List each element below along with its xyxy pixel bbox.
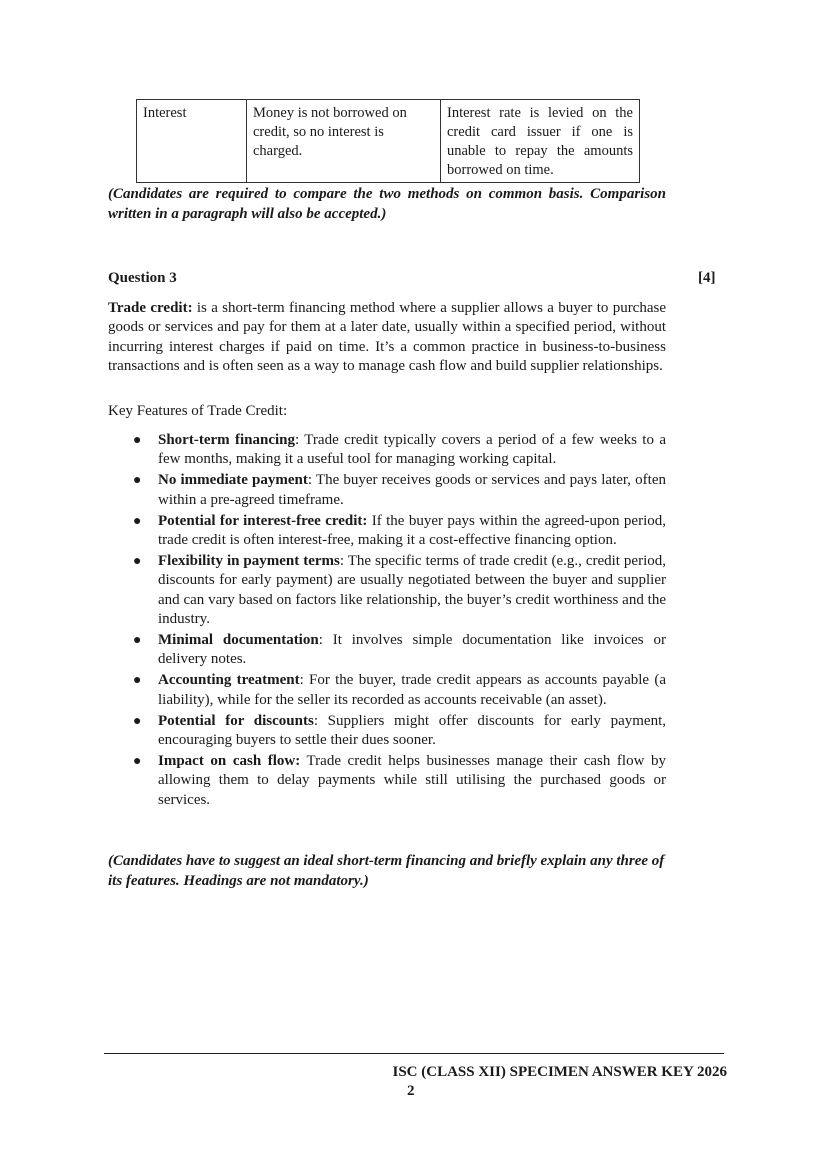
feature-title: Short-term financing	[158, 432, 296, 448]
feature-title: Accounting treatment	[158, 672, 300, 689]
bullet-icon: ●	[133, 473, 142, 489]
bullet-icon: ●	[133, 513, 142, 529]
bullet-icon: ●	[133, 673, 142, 689]
bullet-icon: ●	[133, 713, 142, 729]
list-item	[133, 752, 667, 810]
feature-title: Minimal documentation	[158, 632, 319, 649]
feature-text: : Suppliers might offer discounts for early payment, encouraging buyers to settle their dues sooner.	[158, 712, 666, 749]
feature-text: : The specific terms of trade credit (e.g., credit period, discounts for early payment) are usually negotiated between the buyer and supplier and can vary based on factors like relationship, the buyer’s credit worthiness and the industry.	[158, 552, 667, 628]
table-cell-basis: Interest	[137, 100, 247, 183]
feature-text: : The buyer receives goods or services and pays later, often within a pre-agreed timeframe.	[158, 472, 666, 508]
table-cell-method-a: Money is not borrowed on credit, so no interest is charged.	[247, 100, 441, 183]
feature-text: : It involves simple documentation like invoices or delivery notes.	[158, 632, 666, 668]
list-item	[133, 471, 666, 510]
comparison-table	[136, 99, 640, 183]
list-item	[133, 512, 666, 551]
footer-title: ISC (CLASS XII) SPECIMEN ANSWER KEY 2026	[392, 1064, 727, 1080]
list-item	[133, 431, 666, 470]
features-list	[133, 431, 667, 812]
feature-text: : Trade credit typically covers a period of a few weeks to a few months, making it a useful tool for managing working capital.	[158, 432, 666, 468]
bullet-icon: ●	[133, 553, 142, 569]
page-number: 2	[407, 1083, 415, 1099]
examiner-note-comparison: (Candidates are required to compare the two methods on common basis. Comparison written in a paragraph will also be accepted.)	[108, 186, 666, 222]
question-title: Question 3	[108, 270, 177, 286]
bullet-icon: ●	[133, 633, 142, 649]
list-item	[133, 631, 666, 670]
feature-title: No immediate payment	[158, 472, 308, 489]
list-item	[133, 712, 666, 751]
list-item	[133, 671, 666, 710]
feature-text: : For the buyer, trade credit appears as accounts payable (a liability), while for the seller its recorded as accounts receivable (an asset).	[158, 672, 666, 708]
bullet-icon: ●	[133, 754, 142, 769]
question-marks: [4]	[698, 270, 716, 286]
footer-divider	[104, 1053, 724, 1054]
definition-term: Trade credit:	[108, 300, 193, 316]
bullet-icon: ●	[133, 433, 142, 448]
feature-title: Flexibility in payment terms	[158, 552, 340, 569]
table-row	[137, 100, 640, 183]
definition-text: is a short-term financing method where a supplier allows a buyer to purchase goods or services and pay for them at a later date, usually within a specified period, without incurring interest charges if paid on time. It’s a common practice in business-to-business transactions and is often seen as a way to manage cash flow and build supplier relationships.	[108, 300, 666, 374]
examiner-note-features: (Candidates have to suggest an ideal short-term financing and briefly explain any three of its features. Headings are not mandatory.)	[108, 853, 665, 889]
feature-text: Trade credit helps businesses manage their cash flow by allowing them to delay payments while still utilising the purchased goods or services.	[158, 753, 667, 808]
feature-title: Impact on cash flow:	[158, 753, 301, 769]
key-features-heading: Key Features of Trade Credit:	[108, 403, 288, 419]
feature-title: Potential for discounts	[158, 712, 314, 729]
feature-title: Potential for interest-free credit:	[158, 512, 368, 529]
feature-text: If the buyer pays within the agreed-upon period, trade credit is often interest-free, making it a cost-effective financing option.	[158, 512, 666, 549]
trade-credit-definition	[108, 299, 666, 376]
list-item	[133, 552, 667, 630]
table-cell-method-b: Interest rate is levied on the credit card issuer if one is unable to repay the amounts borrowed on time.	[441, 100, 640, 183]
